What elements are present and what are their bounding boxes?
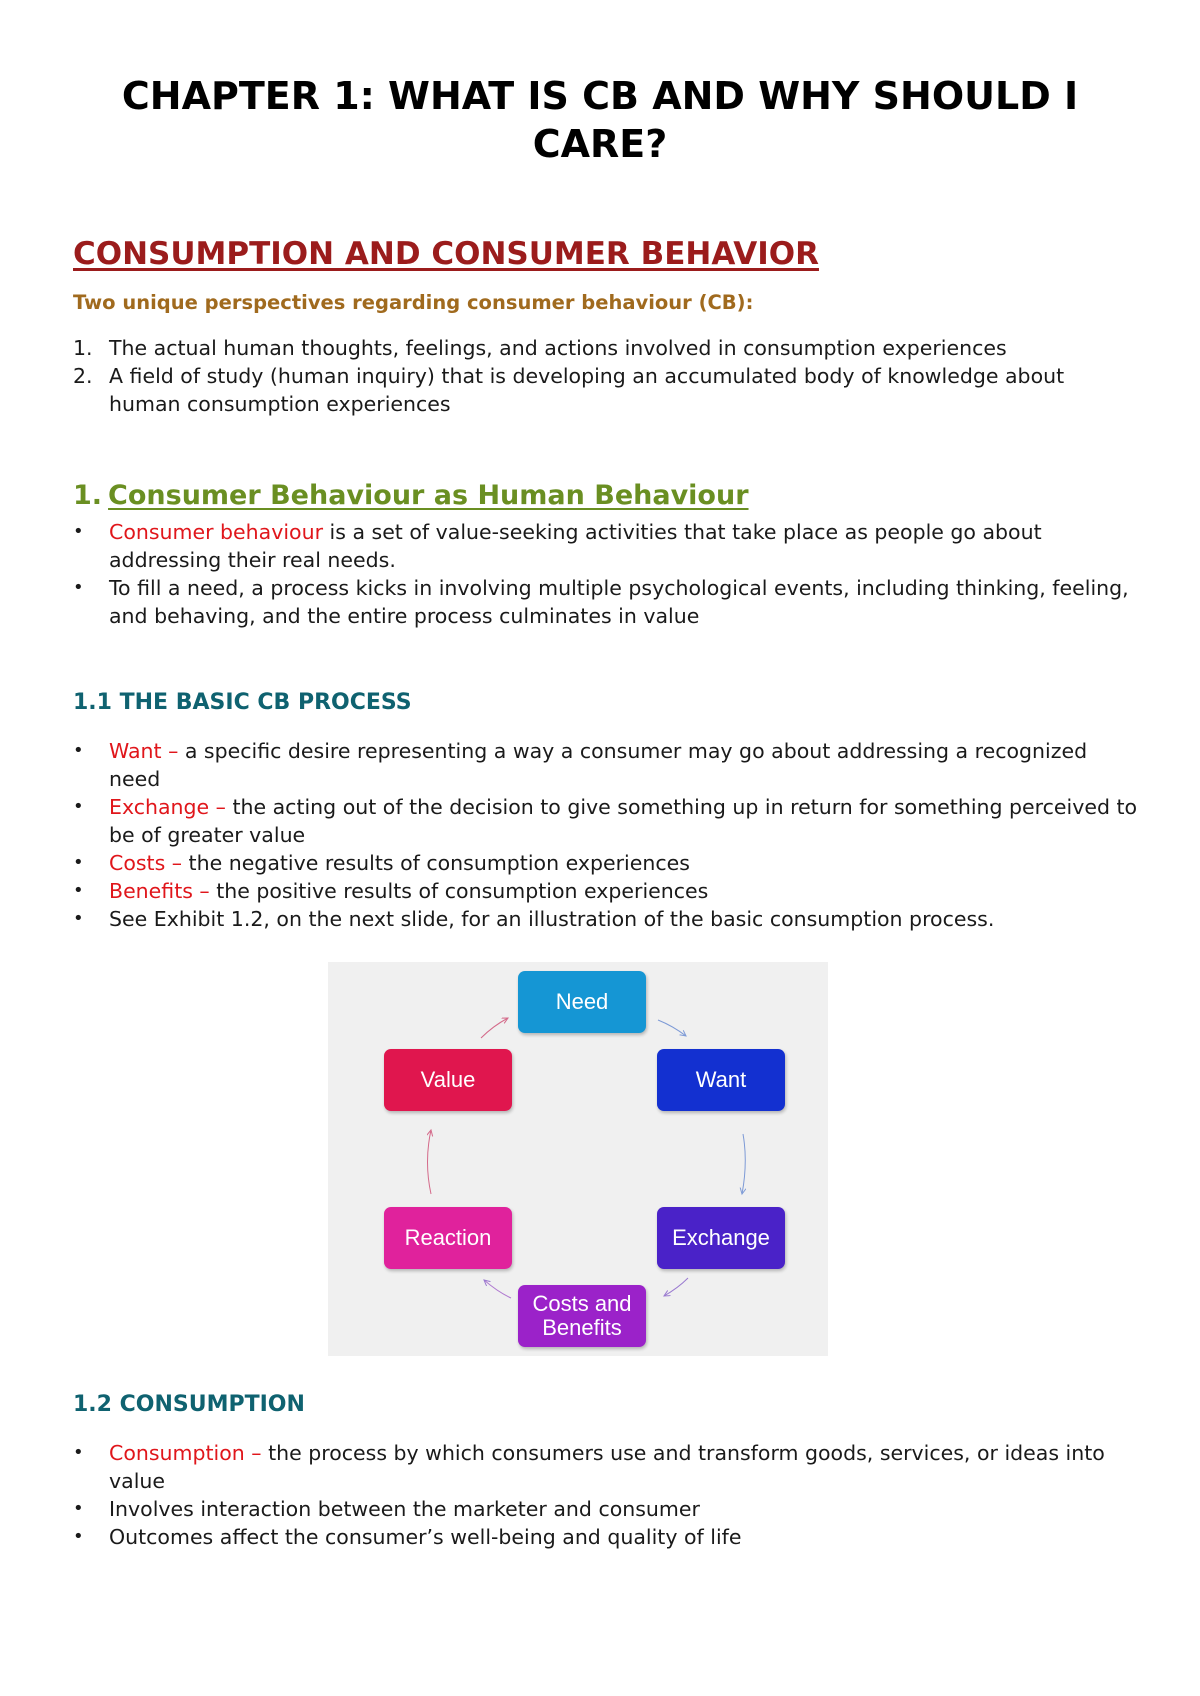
list-number: 1. xyxy=(73,336,93,360)
bullet-term: Want – xyxy=(109,739,179,763)
node-reaction: Reaction xyxy=(384,1207,512,1269)
list-text: The actual human thoughts, feelings, and actions involved in consumption experiences xyxy=(109,336,1007,360)
bullet-text: Involves interaction between the marketer and consumer xyxy=(109,1497,700,1521)
list-text: A field of study (human inquiry) that is developing an accumulated body of knowledge about human consumption experiences xyxy=(109,364,1065,416)
bullet-term: Consumption – xyxy=(109,1441,262,1465)
bullet-text: the acting out of the decision to give something up in return for something perceived to be of greater value xyxy=(109,795,1138,847)
arrow-need-to-want xyxy=(658,1020,686,1036)
bullet-term: Consumer behaviour xyxy=(109,520,324,544)
chapter-title: CHAPTER 1: WHAT IS CB AND WHY SHOULD I CARE? xyxy=(121,74,1079,166)
node-need: Need xyxy=(518,971,646,1033)
section-intro: Two unique perspectives regarding consumer behaviour (CB): xyxy=(73,291,754,314)
subsection-heading xyxy=(73,480,749,511)
perspectives-list xyxy=(73,334,1133,418)
node-want: Want xyxy=(657,1049,785,1111)
bullet-text: the negative results of consumption experiences xyxy=(182,851,690,875)
basic-process-heading: 1.1 THE BASIC CB PROCESS xyxy=(73,690,412,715)
bullet-item xyxy=(73,737,1143,793)
bullet-item xyxy=(73,574,1143,630)
subsection-number: 1. xyxy=(73,480,103,511)
subsection-title: Consumer Behaviour as Human Behaviour xyxy=(108,480,749,511)
basic-process-bullets xyxy=(73,737,1143,933)
bullet-text: is a set of value-seeking activities that take place as people go about addressing their real needs. xyxy=(109,520,1042,572)
arrow-want-to-exchange xyxy=(742,1134,745,1194)
bullet-item xyxy=(73,518,1143,574)
arrow-reaction-to-value xyxy=(428,1130,432,1194)
bullet-item xyxy=(73,793,1143,849)
node-costs-and-benefits: Costs and Benefits xyxy=(518,1285,646,1347)
consumption-process-diagram xyxy=(328,962,828,1356)
node-exchange: Exchange xyxy=(657,1207,785,1269)
bullet-item xyxy=(73,1523,1143,1551)
list-item xyxy=(73,362,1133,418)
bullet-text: a specific desire representing a way a consumer may go about addressing a recognized need xyxy=(109,739,1088,791)
bullet-text: See Exhibit 1.2, on the next slide, for an illustration of the basic consumption process. xyxy=(109,907,995,931)
arrow-exchange-to-costs xyxy=(664,1278,688,1296)
list-number: 2. xyxy=(73,364,93,388)
bullet-text: the positive results of consumption experiences xyxy=(209,879,709,903)
bullet-item xyxy=(73,849,1143,877)
bullet-item xyxy=(73,877,1143,905)
bullet-text: Outcomes affect the consumer’s well-being and quality of life xyxy=(109,1525,742,1549)
bullet-text: To fill a need, a process kicks in involving multiple psychological events, including thinking, feeling, and behaving, and the entire process culminates in value xyxy=(109,576,1129,628)
bullet-term: Exchange – xyxy=(109,795,226,819)
list-item xyxy=(73,334,1133,362)
consumption-bullets xyxy=(73,1439,1143,1551)
node-value: Value xyxy=(384,1049,512,1111)
bullet-term: Costs – xyxy=(109,851,183,875)
arrow-value-to-need xyxy=(481,1018,508,1038)
bullet-text: the process by which consumers use and transform goods, services, or ideas into value xyxy=(109,1441,1105,1493)
arrow-costs-to-reaction xyxy=(484,1280,511,1298)
bullet-term: Benefits – xyxy=(109,879,210,903)
section-heading: CONSUMPTION AND CONSUMER BEHAVIOR xyxy=(73,236,819,272)
human-behaviour-bullets xyxy=(73,518,1143,630)
bullet-item xyxy=(73,1495,1143,1523)
consumption-heading: 1.2 CONSUMPTION xyxy=(73,1392,305,1417)
bullet-item xyxy=(73,1439,1143,1495)
bullet-item xyxy=(73,905,1143,933)
